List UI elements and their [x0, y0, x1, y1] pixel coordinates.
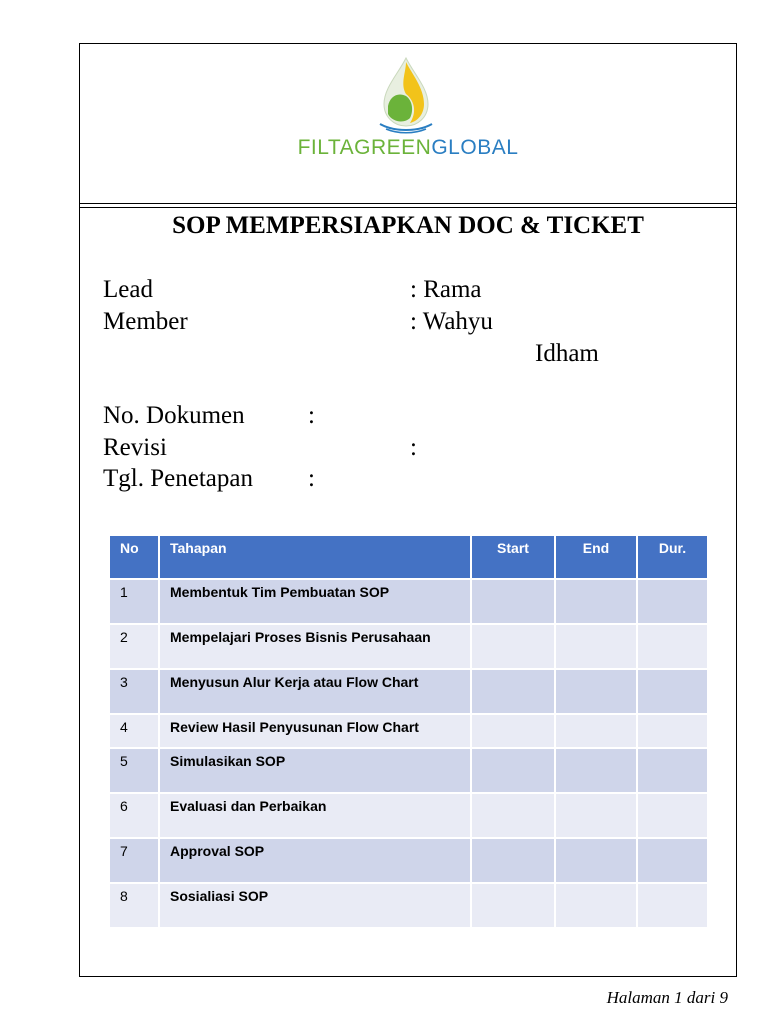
- revisi-colon: :: [410, 434, 417, 461]
- header-dur: Dur.: [637, 536, 708, 579]
- row-dur: [637, 838, 708, 883]
- row-step: Approval SOP: [159, 838, 471, 883]
- header-end: End: [555, 536, 637, 579]
- row-start: [471, 838, 555, 883]
- row-step: Menyusun Alur Kerja atau Flow Chart: [159, 669, 471, 714]
- revisi-label: Revisi: [103, 434, 167, 461]
- page-number: Halaman 1 dari 9: [606, 988, 728, 1007]
- row-end: [555, 793, 637, 838]
- row-step: Simulasikan SOP: [159, 748, 471, 793]
- row-start: [471, 714, 555, 748]
- row-start: [471, 793, 555, 838]
- row-dur: [637, 669, 708, 714]
- company-name-part1: FILTAGREEN: [297, 136, 432, 159]
- row-dur: [637, 714, 708, 748]
- row-no: 2: [110, 624, 159, 669]
- header-start: Start: [471, 536, 555, 579]
- document-title: SOP MEMPERSIAPKAN DOC & TICKET: [172, 212, 644, 239]
- table-row: [110, 748, 708, 793]
- row-step: Membentuk Tim Pembuatan SOP: [159, 579, 471, 624]
- no-dokumen-colon: :: [308, 402, 315, 429]
- no-dokumen-label: No. Dokumen: [103, 402, 245, 429]
- row-dur: [637, 624, 708, 669]
- member-label: Member: [103, 308, 188, 335]
- row-step: Sosialiasi SOP: [159, 883, 471, 928]
- table-row: [110, 669, 708, 714]
- row-end: [555, 669, 637, 714]
- row-end: [555, 883, 637, 928]
- row-no: 7: [110, 838, 159, 883]
- table-row: [110, 793, 708, 838]
- member-value: : Wahyu: [410, 308, 493, 335]
- header-divider-top: [80, 203, 736, 204]
- lead-label: Lead: [103, 276, 153, 303]
- table-row: [110, 883, 708, 928]
- document-frame: [79, 43, 737, 977]
- tgl-penetapan-label: Tgl. Penetapan: [103, 465, 253, 492]
- header-tahapan: Tahapan: [159, 536, 471, 579]
- row-end: [555, 748, 637, 793]
- row-no: 4: [110, 714, 159, 748]
- row-end: [555, 579, 637, 624]
- row-no: 5: [110, 748, 159, 793]
- tgl-penetapan-colon: :: [308, 465, 315, 492]
- company-name-part2: GLOBAL: [431, 136, 519, 159]
- lead-value: : Rama: [410, 276, 482, 303]
- row-no: 1: [110, 579, 159, 624]
- row-start: [471, 883, 555, 928]
- water-drop-logo-icon: [376, 54, 436, 134]
- member-value-2: Idham: [535, 340, 599, 367]
- row-start: [471, 748, 555, 793]
- row-step: Review Hasil Penyusunan Flow Chart: [159, 714, 471, 748]
- header-divider-bottom: [80, 207, 736, 208]
- table-header-row: [110, 536, 708, 579]
- row-step: Evaluasi dan Perbaikan: [159, 793, 471, 838]
- row-start: [471, 669, 555, 714]
- row-end: [555, 624, 637, 669]
- row-step: Mempelajari Proses Bisnis Perusahaan: [159, 624, 471, 669]
- table-row: [110, 579, 708, 624]
- table-row: [110, 624, 708, 669]
- row-no: 8: [110, 883, 159, 928]
- row-end: [555, 714, 637, 748]
- row-dur: [637, 793, 708, 838]
- row-start: [471, 579, 555, 624]
- table-row: [110, 714, 708, 748]
- row-dur: [637, 579, 708, 624]
- sop-steps-table: [110, 536, 709, 929]
- table-row: [110, 838, 708, 883]
- row-no: 3: [110, 669, 159, 714]
- row-start: [471, 624, 555, 669]
- row-no: 6: [110, 793, 159, 838]
- header-no: No: [110, 536, 159, 579]
- company-name: [80, 136, 736, 160]
- header-box: [80, 44, 736, 204]
- row-dur: [637, 748, 708, 793]
- row-dur: [637, 883, 708, 928]
- row-end: [555, 838, 637, 883]
